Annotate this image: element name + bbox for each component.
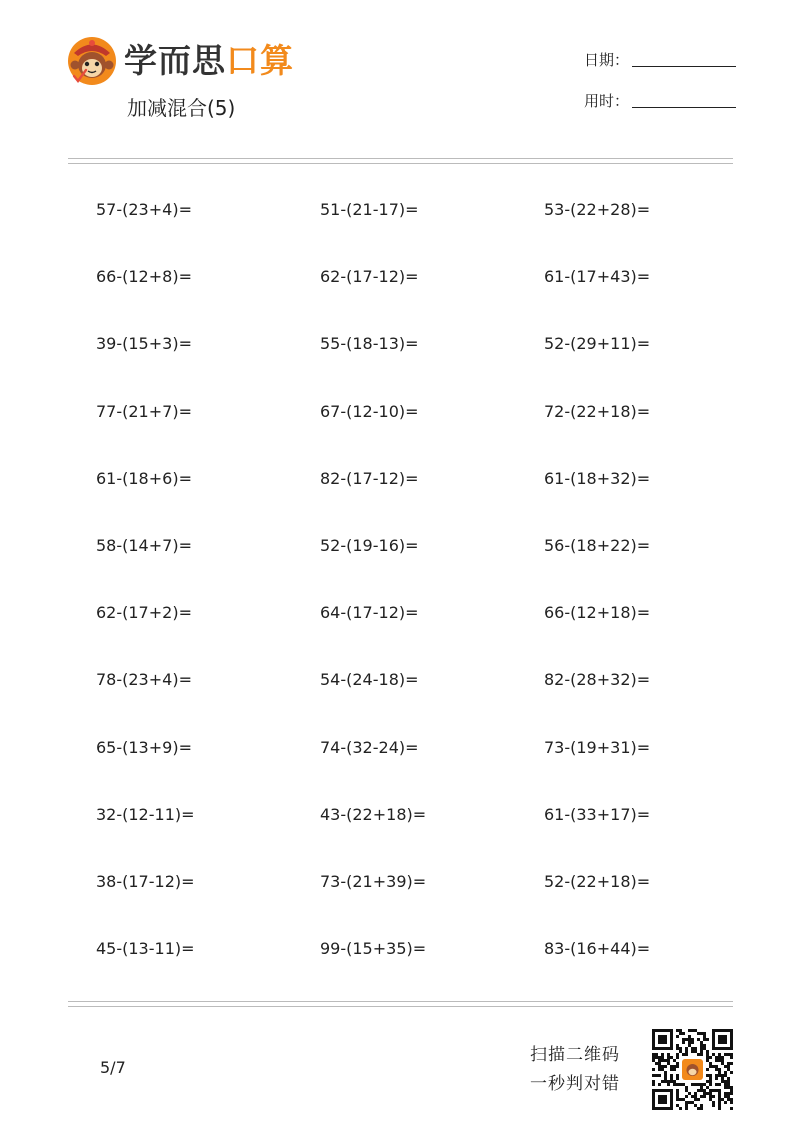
math-problem: 55-(18-13)=: [320, 334, 419, 354]
math-problem: 61-(33+17)=: [544, 804, 651, 824]
problem-row: [96, 734, 716, 801]
problem-row: [96, 196, 716, 263]
date-field: [584, 48, 736, 72]
time-field: [584, 89, 736, 113]
problem-row: [96, 599, 716, 666]
problem-row: [96, 398, 716, 465]
math-problem: 72-(22+18)=: [544, 401, 651, 421]
math-problem: 32-(12-11)=: [96, 804, 195, 824]
date-label: 日期：: [584, 51, 630, 69]
math-problem: 73-(19+31)=: [544, 737, 651, 757]
math-problem: 66-(12+8)=: [96, 267, 192, 287]
math-problem: 52-(22+18)=: [544, 871, 651, 891]
problem-row: [96, 465, 716, 532]
math-problem: 56-(18+22)=: [544, 535, 651, 555]
math-problem: 65-(13+9)=: [96, 737, 192, 757]
math-problem: 74-(32-24)=: [320, 737, 419, 757]
math-problem: 67-(12-10)=: [320, 401, 419, 421]
math-problem: 64-(17-12)=: [320, 603, 419, 623]
math-problem: 45-(13-11)=: [96, 939, 195, 959]
math-problem: 38-(17-12)=: [96, 871, 195, 891]
math-problem: 83-(16+44)=: [544, 939, 651, 959]
math-problem: 62-(17+2)=: [96, 603, 192, 623]
qr-code-icon[interactable]: [652, 1029, 733, 1110]
problem-row: [96, 801, 716, 868]
math-problem: 57-(23+4)=: [96, 200, 192, 219]
math-problem: 62-(17-12)=: [320, 267, 419, 287]
monkey-mascot-icon: [66, 34, 118, 86]
problem-row: [96, 532, 716, 599]
math-problem: 53-(22+28)=: [544, 200, 651, 219]
math-problem: 52-(19-16)=: [320, 535, 419, 555]
math-problem: 54-(24-18)=: [320, 670, 419, 690]
brand-main: 学而思: [124, 41, 226, 80]
math-problem: 99-(15+35)=: [320, 939, 427, 959]
problem-row: [96, 263, 716, 330]
math-problem: 78-(23+4)=: [96, 670, 192, 690]
math-problem: 51-(21-17)=: [320, 200, 419, 219]
worksheet-subtitle: 加减混合(5): [127, 96, 236, 120]
math-problem: 82-(17-12)=: [320, 468, 419, 488]
time-blank-line[interactable]: [632, 89, 736, 108]
math-problem: 61-(18+32)=: [544, 468, 651, 488]
math-problem: 61-(18+6)=: [96, 468, 192, 488]
problem-row: [96, 330, 716, 397]
problem-row: [96, 666, 716, 733]
brand-accent: 口算: [226, 41, 294, 80]
math-problem: 82-(28+32)=: [544, 670, 651, 690]
math-problem: 52-(29+11)=: [544, 334, 651, 354]
date-blank-line[interactable]: [632, 48, 736, 67]
footer-divider: [68, 1001, 733, 1007]
math-problem: 61-(17+43)=: [544, 267, 651, 287]
brand-title: [124, 38, 294, 84]
time-label: 用时：: [584, 92, 630, 110]
worksheet-header: [0, 0, 800, 160]
problem-row: [96, 935, 716, 1002]
math-problem: 77-(21+7)=: [96, 401, 192, 421]
qr-caption-line2: 一秒判对错: [530, 1074, 620, 1094]
header-divider: [68, 158, 733, 164]
problem-grid: [96, 196, 716, 1002]
problem-row: [96, 868, 716, 935]
math-problem: 39-(15+3)=: [96, 334, 192, 354]
page-number: 5/7: [100, 1058, 126, 1077]
math-problem: 73-(21+39)=: [320, 871, 427, 891]
math-problem: 66-(12+18)=: [544, 603, 651, 623]
qr-caption-line1: 扫描二维码: [530, 1045, 620, 1065]
math-problem: 43-(22+18)=: [320, 804, 427, 824]
math-problem: 58-(14+7)=: [96, 535, 192, 555]
